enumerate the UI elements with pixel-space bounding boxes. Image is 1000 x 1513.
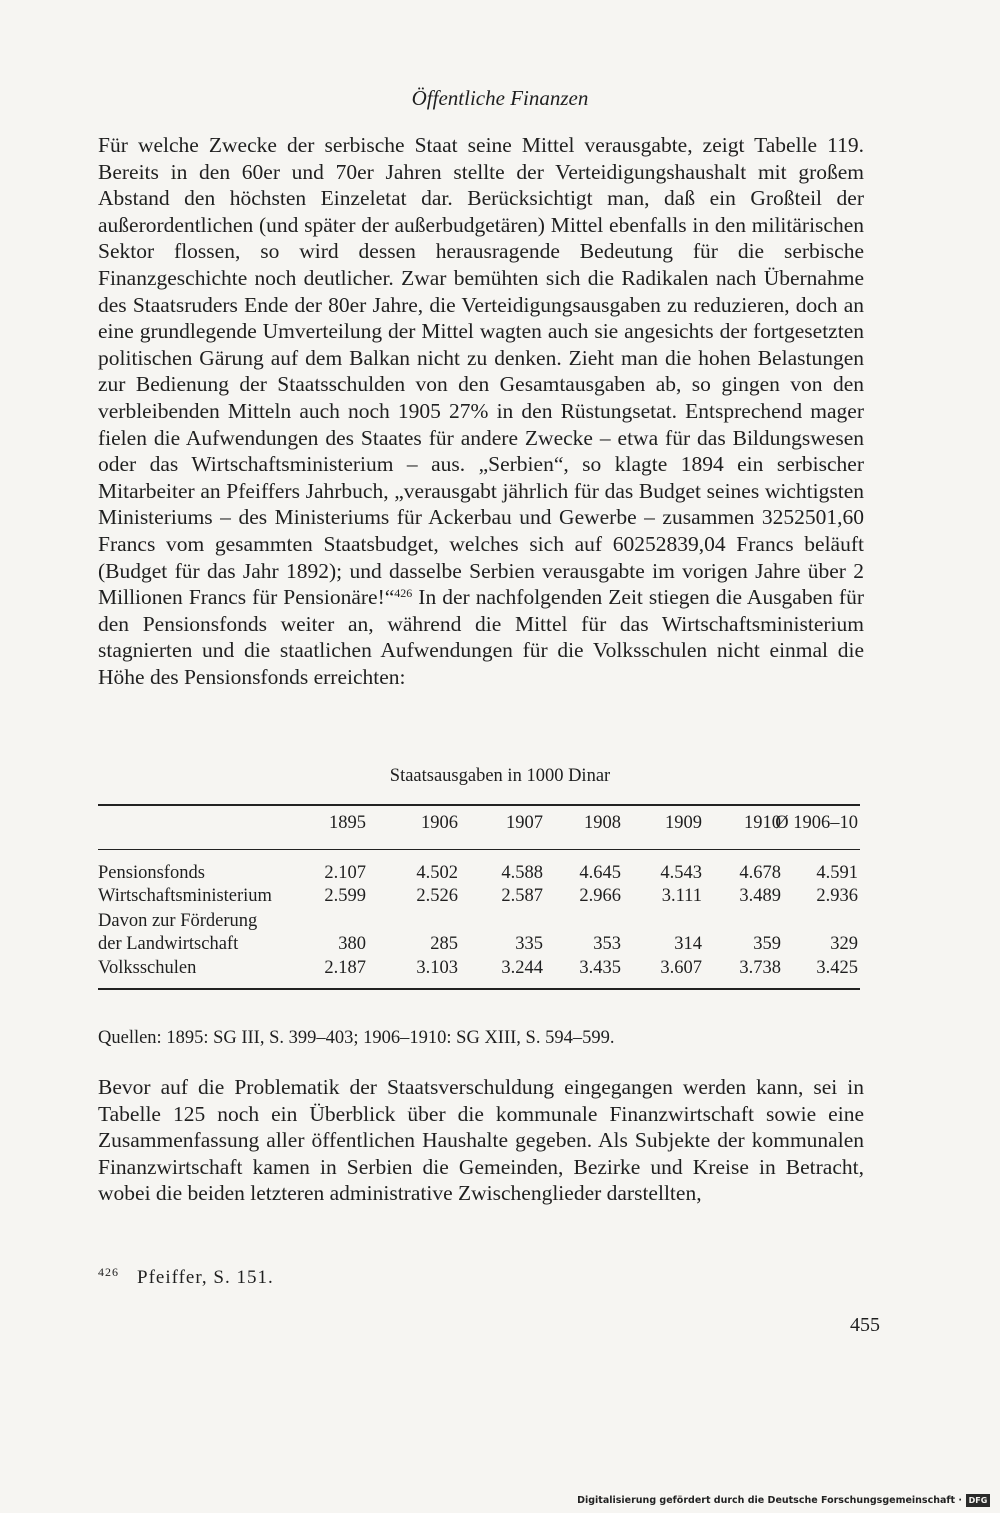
- table-cell: 329: [830, 934, 858, 954]
- table-header-cell: Ø 1906–10: [775, 813, 858, 833]
- table-header-cell: 1910: [744, 813, 781, 833]
- table-cell: 2.966: [579, 886, 621, 906]
- table-header-cell: 1907: [506, 813, 543, 833]
- table-cell: 285: [430, 934, 458, 954]
- paragraph-1-continuation: In der nachfolgenden Zeit stiegen die Ausgaben für den Pensionsfonds weiter an, während die Mittel für das Wirtschaftsministerium stagnierten und die staatlichen Aufwendungen für die Volksschulen nicht einmal die Höhe des Pensionsfonds erreichten:: [98, 585, 864, 689]
- paragraph-2: Bevor auf die Problematik der Staatsverschuldung eingegangen werden kann, sei in Tabelle 125 noch ein Überblick über die kommunale Finanzwirtschaft sowie eine Zusammenfassung aller öffentlichen Haushalte gegeben. Als Subjekte der kommunalen Finanzwirtschaft kamen in Serbien die Gemeinden, Bezirke und Kreise in Betracht, wobei die beiden letzteren administrative Zwischenglieder darstellten,: [98, 1075, 864, 1206]
- table-cell: 2.599: [324, 886, 366, 906]
- table-cell: 4.543: [660, 863, 702, 883]
- table-cell: 2.936: [816, 886, 858, 906]
- table-cell: 2.187: [324, 958, 366, 978]
- table-header-rule: [98, 849, 860, 850]
- table-caption: Staatsausgaben in 1000 Dinar: [389, 766, 611, 786]
- table-sources: Quellen: 1895: SG III, S. 399–403; 1906–1910: SG XIII, S. 594–599.: [98, 1028, 615, 1048]
- table-row: [98, 958, 864, 982]
- table-cell: 3.425: [816, 958, 858, 978]
- table-cell: 4.645: [579, 863, 621, 883]
- table-cell: 3.489: [739, 886, 781, 906]
- table-cell: 3.738: [739, 958, 781, 978]
- table-row: [98, 863, 864, 887]
- footnote-text: Pfeiffer, S. 151.: [137, 1267, 274, 1288]
- table-cell: 3.244: [501, 958, 543, 978]
- table-cell: 3.103: [416, 958, 458, 978]
- table-header-cell: 1908: [584, 813, 621, 833]
- table-cell: 2.587: [501, 886, 543, 906]
- table-header-row: [98, 813, 864, 837]
- table-header-cell: 1909: [665, 813, 702, 833]
- paragraph-1-text: Für welche Zwecke der serbische Staat seine Mittel verausgabte, zeigt Tabelle 119. Bereits in den 60er und 70er Jahren stellte der Verteidigungshaushalt mit großem Abstand den höchsten Einzeletat dar. Berücksichtigt man, daß ein Großteil der außerordentlichen (und später der außerbudgetären) Mittel ebenfalls in den militärischen Sektor flossen, so wird dessen herausragende Bedeutung für die serbische Finanzgeschichte noch deutlicher. Zwar bemühten sich die Radikalen nach Übernahme des Staatsruders Ende der 80er Jahre, die Verteidigungsausgaben zu reduzieren, doch an eine grundlegende Umverteilung der Mittel wagten auch sie angesichts der fortgesetzten politischen Gärung auf dem Balkan nicht zu denken. Zieht man die hohen Belastungen zur Bedienung der Staatsschulden von den Gesamtausgaben ab, so gingen von den verbleibenden Mitteln auch noch 1905 27% in den Rüstungsetat. Entsprechend mager fielen die Aufwendungen des Staates für andere Zwecke – etwa für das Bildungswesen oder das Wirtschaftsministerium – aus. „Serbien“, so klagte 1894 ein serbischer Mitarbeiter an Pfeiffers Jahrbuch, „verausgabt jährlich für das Budget seines wichtigsten Ministeriums – des Ministeriums für Ackerbau und Gewerbe – zusammen 3252501,60 Francs vom gesammten Staatsbudget, welches sich auf 60252839,04 Francs beläuft (Budget für das Jahr 1892); und dasselbe Serbien verausgabte im vorigen Jahre über 2 Millionen Francs für Pensionäre!“: [98, 133, 864, 610]
- table-row-label: Pensionsfonds: [98, 863, 205, 883]
- table-header-cell: 1906: [421, 813, 458, 833]
- table-cell: 3.435: [579, 958, 621, 978]
- running-header: Öffentliche Finanzen: [411, 86, 589, 110]
- table-cell: 3.111: [661, 886, 702, 906]
- table-cell: 314: [674, 934, 702, 954]
- paragraph-1: [98, 132, 864, 690]
- table-cell: 359: [753, 934, 781, 954]
- table-row-label: Volksschulen: [98, 958, 197, 978]
- table-cell: 335: [515, 934, 543, 954]
- table-cell: 4.502: [416, 863, 458, 883]
- table-cell: 353: [593, 934, 621, 954]
- table-cell: 2.526: [416, 886, 458, 906]
- table-cell: 4.588: [501, 863, 543, 883]
- table-cell: 4.678: [739, 863, 781, 883]
- table-row: [98, 886, 864, 910]
- table-cell: 2.107: [324, 863, 366, 883]
- table-cell: 380: [338, 934, 366, 954]
- table-row: [98, 934, 864, 958]
- table-header-cell: 1895: [329, 813, 366, 833]
- footnote: [98, 1265, 274, 1289]
- table-row: [98, 911, 864, 935]
- page-number: 455: [850, 1314, 880, 1336]
- footnote-number: 426: [98, 1265, 119, 1279]
- table-bottom-rule: [98, 988, 860, 990]
- table-row-label: der Landwirtschaft: [98, 934, 239, 954]
- table-cell: 3.607: [660, 958, 702, 978]
- table-cell: 4.591: [816, 863, 858, 883]
- table-row-label: Wirtschaftsministerium: [98, 886, 272, 906]
- dfg-logo: DFG: [966, 1494, 990, 1507]
- digitization-credit: Digitalisierung gefördert durch die Deutsche Forschungsgemeinschaft ·: [577, 1495, 962, 1506]
- table-top-rule: [98, 804, 860, 806]
- footnote-reference[interactable]: 426: [394, 586, 413, 601]
- table-row-label: Davon zur Förderung: [98, 911, 258, 931]
